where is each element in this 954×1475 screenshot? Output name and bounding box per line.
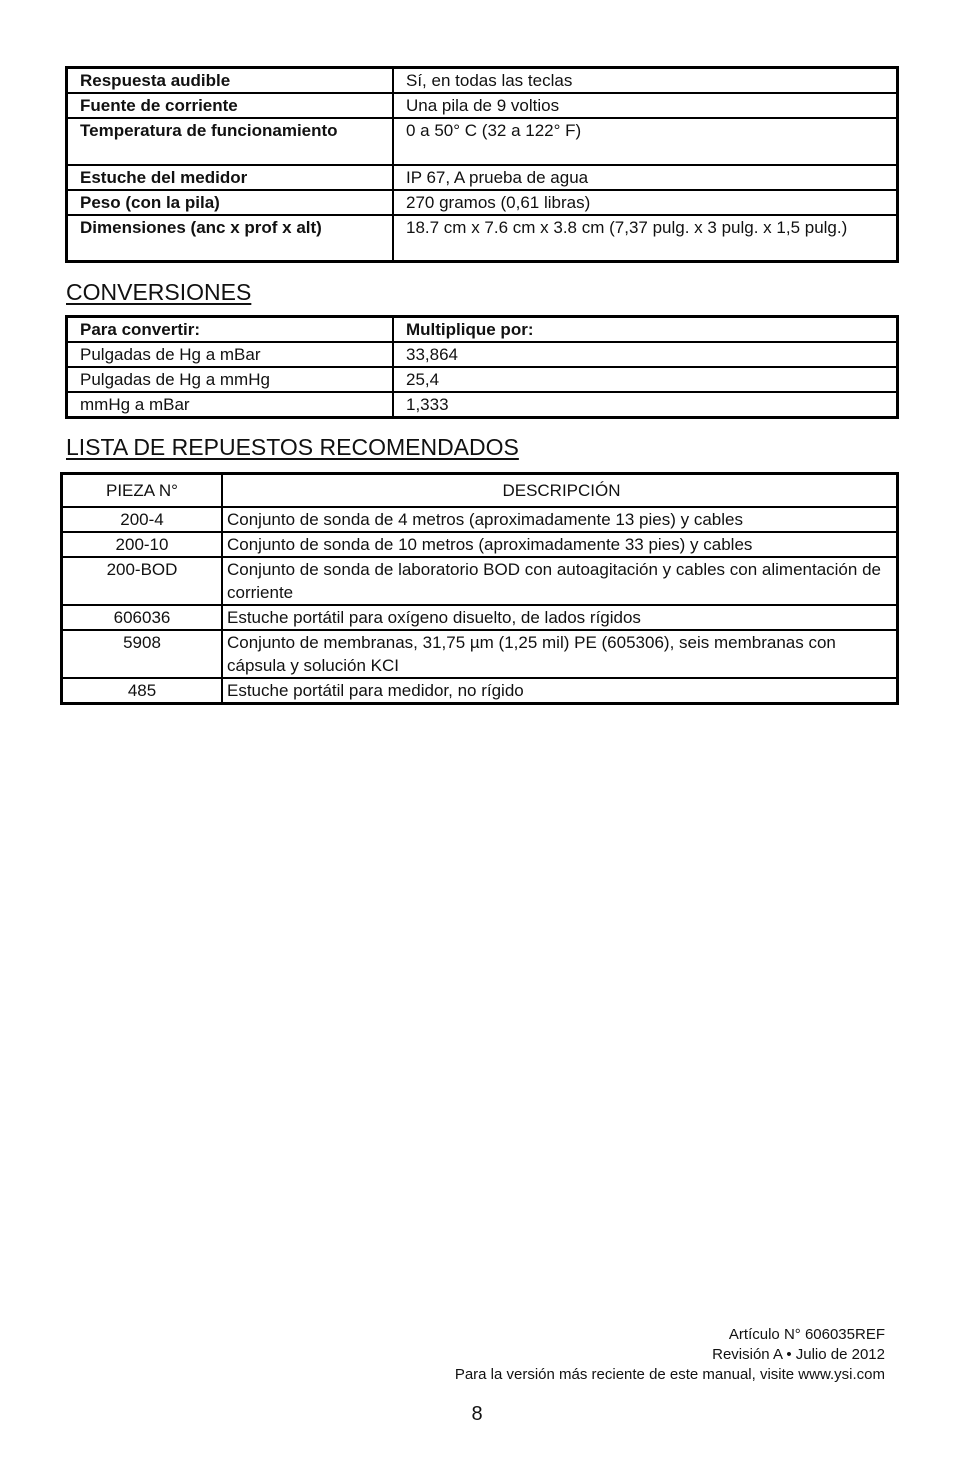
spec-label: Peso (con la pila) [67, 190, 394, 215]
part-row [62, 678, 898, 704]
spec-row [67, 215, 898, 261]
part-description: Conjunto de membranas, 31,75 µm (1,25 mil) PE (605306), seis membranas con cápsula y solución KCI [222, 630, 898, 678]
footer-revision: Revisión A • Julio de 2012 [712, 1346, 885, 1363]
conversions-header-factor: Multiplique por: [393, 317, 898, 343]
conversions-header-row [67, 317, 898, 343]
conversions-header-from: Para convertir: [67, 317, 394, 343]
spec-value: Una pila de 9 voltios [393, 93, 898, 118]
specifications-table [65, 66, 899, 263]
part-row [62, 605, 898, 630]
spec-label: Respuesta audible [67, 68, 394, 94]
parts-header-row [62, 474, 898, 508]
part-description: Conjunto de sonda de laboratorio BOD con autoagitación y cables con alimentación de corriente [222, 557, 898, 605]
spec-label: Dimensiones (anc x prof x alt) [67, 215, 394, 261]
part-description: Estuche portátil para oxígeno disuelto, de lados rígidos [222, 605, 898, 630]
part-row [62, 532, 898, 557]
part-number: 200-10 [62, 532, 223, 557]
part-row [62, 507, 898, 532]
page-number: 8 [471, 1403, 483, 1425]
parts-header-part: PIEZA N° [62, 474, 223, 508]
conversions-table [65, 315, 899, 419]
part-description: Conjunto de sonda de 4 metros (aproximadamente 13 pies) y cables [222, 507, 898, 532]
spec-value: 18.7 cm x 7.6 cm x 3.8 cm (7,37 pulg. x 3 pulg. x 1,5 pulg.) [393, 215, 898, 261]
spec-row [67, 165, 898, 190]
part-description: Conjunto de sonda de 10 metros (aproximadamente 33 pies) y cables [222, 532, 898, 557]
conversion-factor: 33,864 [393, 342, 898, 367]
part-row [62, 557, 898, 605]
conversion-from: mmHg a mBar [67, 392, 394, 418]
part-number: 200-4 [62, 507, 223, 532]
spec-row [67, 190, 898, 215]
part-number: 606036 [62, 605, 223, 630]
part-number: 485 [62, 678, 223, 704]
spec-label: Estuche del medidor [67, 165, 394, 190]
spec-value: IP 67, A prueba de agua [393, 165, 898, 190]
footer [455, 1325, 885, 1385]
parts-table [60, 472, 899, 705]
conversion-factor: 1,333 [393, 392, 898, 418]
spec-row [67, 93, 898, 118]
spec-value: 270 gramos (0,61 libras) [393, 190, 898, 215]
conversion-row [67, 392, 898, 418]
part-row [62, 630, 898, 678]
spec-label: Temperatura de funcionamiento [67, 118, 394, 165]
parts-heading: LISTA DE REPUESTOS RECOMENDADOS [66, 434, 519, 460]
part-description: Estuche portátil para medidor, no rígido [222, 678, 898, 704]
spec-row [67, 118, 898, 165]
footer-article: Artículo N° 606035REF [728, 1326, 885, 1343]
conversions-heading: CONVERSIONES [66, 279, 252, 305]
spec-value: Sí, en todas las teclas [393, 68, 898, 94]
spec-label: Fuente de corriente [67, 93, 394, 118]
part-number: 5908 [62, 630, 223, 678]
conversion-factor: 25,4 [393, 367, 898, 392]
parts-header-description: DESCRIPCIÓN [222, 474, 898, 508]
footer-website: Para la versión más reciente de este manual, visite www.ysi.com [454, 1366, 885, 1383]
conversion-from: Pulgadas de Hg a mmHg [67, 367, 394, 392]
spec-row [67, 68, 898, 94]
conversion-row [67, 342, 898, 367]
part-number: 200-BOD [62, 557, 223, 605]
spec-value: 0 a 50° C (32 a 122° F) [393, 118, 898, 165]
conversion-row [67, 367, 898, 392]
conversion-from: Pulgadas de Hg a mBar [67, 342, 394, 367]
